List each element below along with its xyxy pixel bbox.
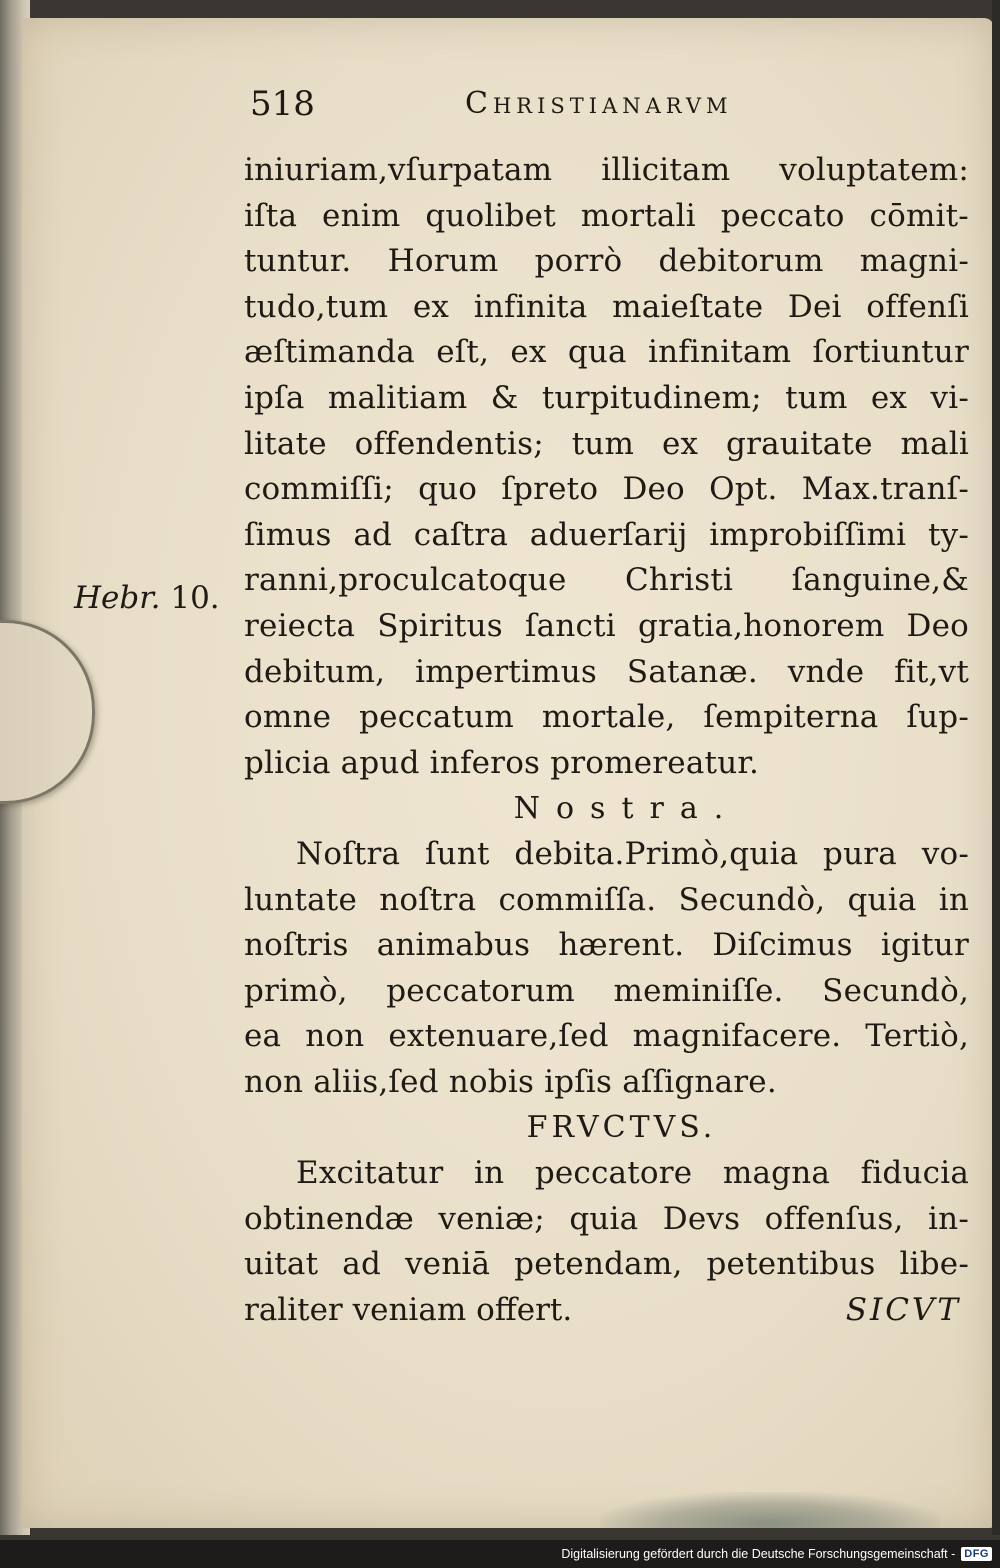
text-line: ranni,proculcatoque Christi ſanguine,& — [244, 562, 969, 599]
text-line: primò, peccatorum meminiſſe. Secundò, — [244, 972, 969, 1009]
section-heading-fructus: FRVCTVS. — [526, 1110, 717, 1146]
text-line: reiecta Spiritus ſancti gratia,honorem Deo — [244, 607, 969, 644]
margin-note-book: Hebr. — [74, 580, 161, 616]
text-line: ea non extenuare,ſed magnifacere. Tertiò, — [244, 1018, 969, 1055]
text-line: noſtris animabus hærent. Diſcimus igitur — [244, 927, 969, 964]
credit-text: Digitalisierung gefördert durch die Deutsche Forschungsgemeinschaft - — [561, 1547, 956, 1561]
text-line: iſta enim quolibet mortali peccato cōmit- — [244, 197, 969, 234]
catchword: SICVT — [845, 1291, 961, 1328]
digitization-credit — [561, 1544, 992, 1564]
text-line: ipſa malitiam & turpitudinem; tum ex vi- — [244, 379, 969, 416]
margin-note-chapter: 10. — [170, 580, 220, 616]
page-stain — [600, 1492, 940, 1528]
text-line: Noſtra ſunt debita.Primò,quia pura vo- — [296, 835, 969, 872]
text-line: uitat ad veniā petendam, petentibus libe- — [244, 1246, 969, 1283]
text-line: debitum, impertimus Satanæ. vnde fit,vt — [244, 653, 969, 690]
text-line: Excitatur in peccatore magna fiducia — [296, 1155, 969, 1192]
text-line: tuntur. Horum porrò debitorum magni- — [244, 243, 969, 280]
text-line: tudo,tum ex infinita maieſtate Dei offenſi — [244, 288, 969, 325]
text-line: non aliis,ſed nobis ipſis aſſignare. — [244, 1063, 777, 1100]
page-number: 518 — [250, 84, 315, 124]
text-body — [244, 148, 969, 1333]
text-line: omne peccatum mortale, ſempiterna ſup- — [244, 699, 969, 736]
text-line: commiſſi; quo ſpreto Deo Opt. Max.tranſ- — [244, 471, 969, 508]
text-line: iniuriam,vſurpatam illicitam voluptatem: — [244, 152, 969, 188]
text-line: obtinendæ veniæ; quia Devs offenſus, in- — [244, 1200, 969, 1237]
page-right-edge — [992, 0, 1000, 1535]
text-line: plicia apud inferos promereatur. — [244, 744, 760, 781]
text-line: luntate noſtra commiſſa. Secundò, quia in — [244, 881, 969, 918]
section-heading-nostra: Nostra. — [513, 791, 740, 827]
text-line: litate offendentis; tum ex grauitate mali — [244, 425, 969, 462]
margin-note — [74, 580, 220, 616]
final-line-row — [244, 1288, 969, 1334]
text-line: raliter veniam offert. — [244, 1291, 573, 1328]
text-line: ſimus ad caſtra aduerſarij improbiſſimi ty- — [244, 516, 969, 553]
page-header — [250, 82, 840, 126]
text-line: æſtimanda eſt, ex qua infinitam ſortiuntur — [244, 334, 969, 371]
dfg-logo: DFG — [961, 1547, 992, 1561]
running-head: Christianarvm — [465, 86, 733, 121]
